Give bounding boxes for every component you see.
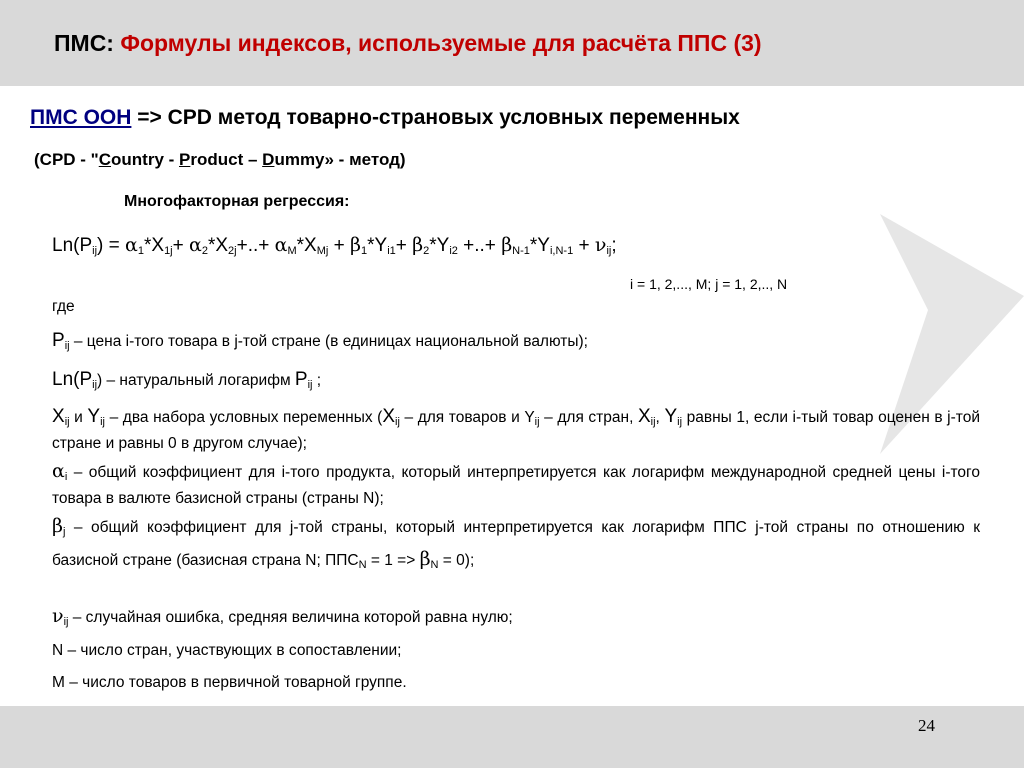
- section-heading: [30, 106, 740, 130]
- page-number: 24: [918, 716, 935, 735]
- def-n: N – число стран, участвующих в сопоставлении;: [52, 642, 402, 659]
- title-text: Формулы индексов, используемые для расчёта ППС (3): [120, 30, 762, 56]
- section-heading-text: => CPD метод товарно-страновых условных переменных: [131, 106, 740, 129]
- def-ln: $Ln(P_{ij})$ – натуральный логарифм $P_{ij}$ ;: [52, 369, 322, 391]
- def-m: M – число товаров в первичной товарной группе.: [52, 674, 407, 691]
- title-prefix: ПМС:: [54, 30, 114, 56]
- def-p: $P_{ij}$ – цена i-того товара в j-той стране (в единицах национальной валюты);: [52, 330, 588, 352]
- def-alpha: $\alpha_i$ – общий коэффициент для i-того продукта, который интерпретируется как логарифм международной средней цены i-того товара в валюте базисной страны (страны N);: [52, 460, 980, 507]
- regression-formula: $Ln(P_{ij}) = \alpha_1*X_{1j}+ \alpha_2*X_{2j}+..+ \alpha_M*X_{Mj} + \beta_1*Y_{i1}+ \beta_2*Y_{i2}$ +..+ $\beta_{N-1}*Y_{i,N-1} + \nu_{ij}$;: [52, 234, 617, 257]
- where-label: где: [52, 298, 75, 315]
- slide-title: [54, 30, 762, 57]
- pms-oon-link[interactable]: ПМС ООН: [30, 106, 132, 129]
- def-nu: $\nu_{ij}$ – случайная ошибка, средняя величина которой равна нулю;: [52, 605, 513, 628]
- regression-label: Многофакторная регрессия:: [124, 193, 350, 210]
- cpd-expansion: (CPD - "Country - Product – Dummy» - метод): [34, 150, 406, 169]
- footer-band: [0, 706, 1024, 768]
- header-band: [0, 0, 1024, 86]
- index-range: i = 1, 2,..., M; j = 1, 2,.., N: [630, 276, 788, 292]
- def-xy: $X_{ij}$ и $Y_{ij}$ – два набора условных переменных ($X_{ij}$ – для товаров и $Y_{ij}$ – для стран, $X_{ij}$, $Y_{ij}$ равны 1, если i-тый товар оценен в j-той стране и равны 0 в другом случае);: [52, 406, 980, 452]
- def-beta: $\beta_j$ – общий коэффициент для j-той страны, который интерпретируется как логарифм ППС j-той страны по отношению к базисной стране (базисная страна N; $ППС_N = 1 => \beta_N = 0$);: [52, 515, 980, 571]
